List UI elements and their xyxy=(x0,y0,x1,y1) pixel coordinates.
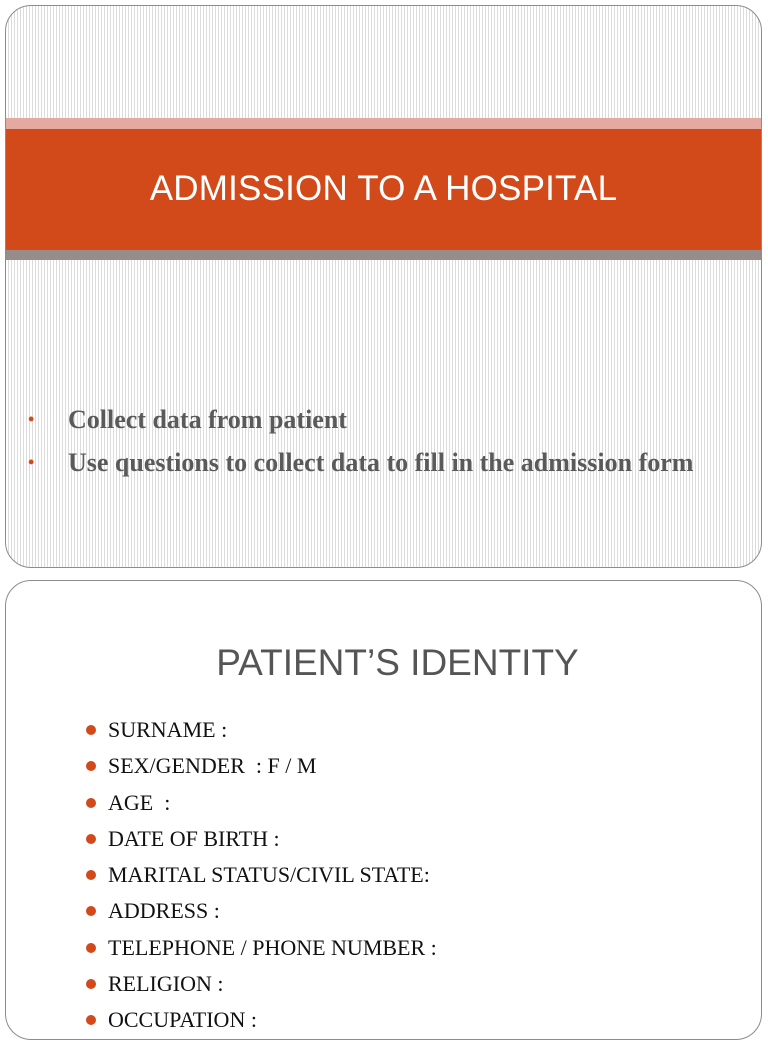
bullet-icon xyxy=(86,834,96,844)
identity-field xyxy=(86,748,437,784)
bullet-icon: • xyxy=(28,409,35,429)
identity-field-list xyxy=(86,712,437,1039)
bullet-icon xyxy=(86,761,96,771)
slide-title: ADMISSION TO A HOSPITAL xyxy=(149,169,618,208)
identity-field xyxy=(86,821,437,857)
title-band-bottom-stripe xyxy=(6,250,761,260)
field-label: RELIGION : xyxy=(108,971,224,997)
bullet-icon xyxy=(86,943,96,953)
identity-field xyxy=(86,966,437,1002)
field-label: ADDRESS : xyxy=(108,898,220,924)
field-label: MARITAL STATUS/CIVIL STATE: xyxy=(108,862,430,888)
bullet-icon xyxy=(86,725,96,735)
bullet-item xyxy=(28,402,743,437)
identity-field xyxy=(86,930,437,966)
bullet-item xyxy=(28,445,743,480)
identity-field xyxy=(86,1002,437,1038)
bullet-text: Use questions to collect data to fill in the admission form xyxy=(68,448,694,477)
bullet-icon xyxy=(86,979,96,989)
identity-field xyxy=(86,785,437,821)
slide-patient-identity xyxy=(5,580,762,1040)
field-label: AGE : xyxy=(108,789,171,815)
field-label: OCCUPATION : xyxy=(108,1007,257,1033)
slide-title: PATIENT’S IDENTITY xyxy=(216,642,579,683)
field-label: SEX/GENDER : F / M xyxy=(108,753,317,779)
field-label: TELEPHONE / PHONE NUMBER : xyxy=(108,934,437,960)
bullet-list xyxy=(28,402,743,488)
field-label: DATE OF BIRTH : xyxy=(108,825,280,851)
title-band-top-stripe xyxy=(6,118,761,129)
field-label: SURNAME : xyxy=(108,717,228,742)
bullet-icon: • xyxy=(28,452,35,472)
bullet-text: Collect data from patient xyxy=(68,405,347,434)
slide-admission xyxy=(5,5,762,568)
identity-field xyxy=(86,712,437,748)
identity-field xyxy=(86,893,437,929)
identity-field xyxy=(86,857,437,893)
bullet-icon xyxy=(86,870,96,880)
bullet-icon xyxy=(86,798,96,808)
bullet-icon xyxy=(86,906,96,916)
